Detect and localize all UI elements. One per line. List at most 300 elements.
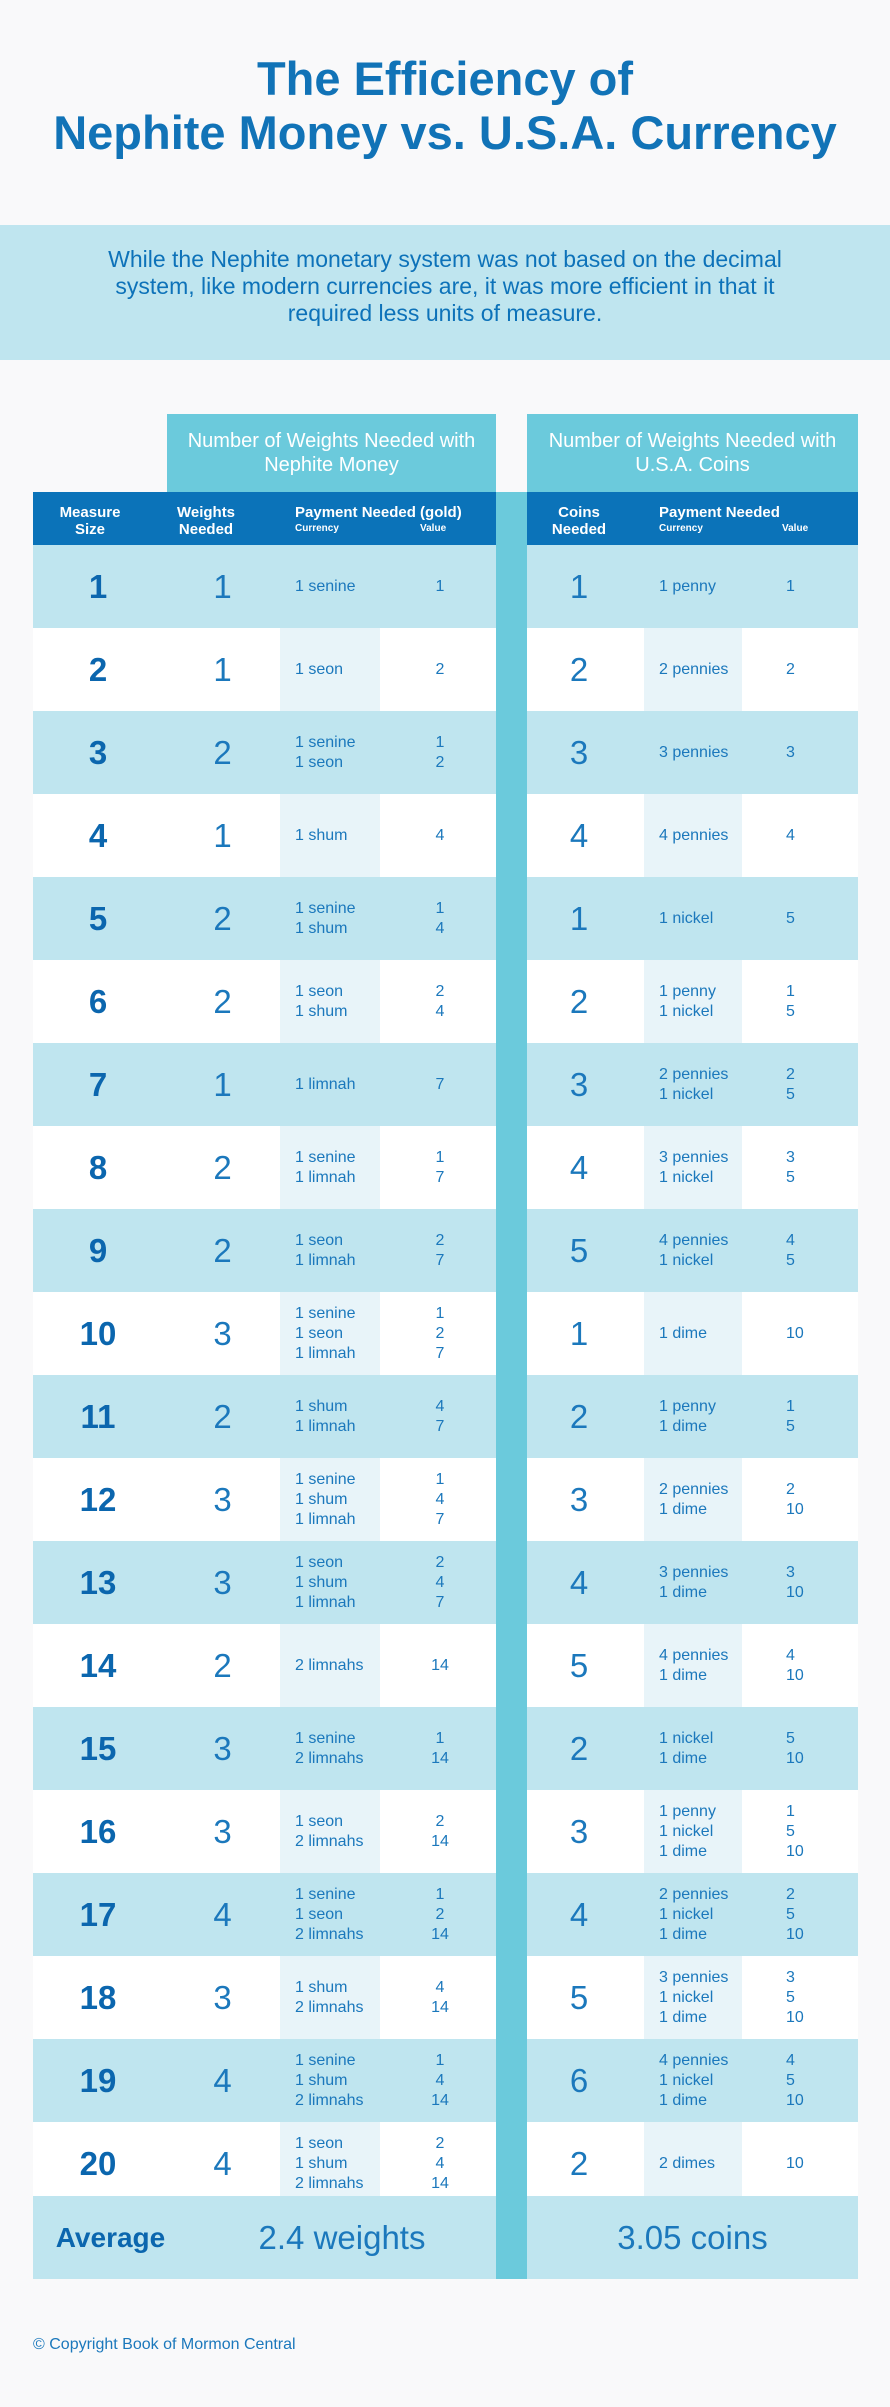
nephite-currency [295, 545, 380, 628]
nephite-value-line: 7 [435, 1251, 445, 1269]
value-subheader: Value [782, 523, 809, 534]
usa-currency [659, 2122, 744, 2205]
usa-value-line: 1 [786, 1397, 795, 1415]
usa-value-line: 2 [786, 1885, 795, 1903]
nephite-currency [295, 711, 380, 794]
nephite-currency-line: 1 shum [295, 2071, 348, 2089]
nephite-currency-line: 1 senine [295, 577, 356, 595]
usa-value [744, 1790, 844, 1873]
nephite-currency-line: 2 limnahs [295, 1925, 364, 1943]
usa-currency-line: 2 pennies [659, 660, 729, 678]
nephite-currency [295, 1209, 380, 1292]
weights-needed: 1 [213, 816, 232, 854]
usa-value-line: 10 [786, 1749, 804, 1767]
usa-value-line: 5 [786, 2071, 795, 2089]
coins-needed: 5 [569, 1231, 589, 1269]
usa-value-line: 5 [786, 1905, 795, 1923]
nephite-value-line: 4 [435, 2071, 445, 2089]
usa-value [744, 1126, 844, 1209]
usa-value [744, 1624, 844, 1707]
nephite-value-line: 14 [431, 1925, 449, 1943]
usa-value-line: 1 [786, 982, 795, 1000]
usa-value [744, 1873, 844, 1956]
usa-currency-line: 1 dime [659, 1500, 708, 1518]
usa-value-line: 10 [786, 1324, 804, 1342]
nephite-value [380, 1956, 500, 2039]
currency-subheader: Currency [659, 523, 703, 534]
usa-currency-line: 1 dime [659, 1417, 708, 1435]
usa-value [744, 1956, 844, 2039]
nephite-value-line: 1 [435, 1885, 445, 1903]
nephite-currency-line: 2 limnahs [295, 2174, 364, 2192]
nephite-currency [295, 1126, 380, 1209]
coins-needed: 1 [569, 567, 589, 605]
usa-value-line: 2 [786, 660, 795, 678]
nephite-currency-line: 1 seon [295, 1231, 344, 1249]
nephite-value [380, 1209, 500, 1292]
usa-value-line: 5 [786, 1417, 795, 1435]
nephite-group-header: Number of Weights Needed with Nephite Money [167, 414, 496, 492]
table-row [0, 1126, 890, 1209]
currency-subheader: Currency [295, 523, 339, 534]
measure-size: 11 [80, 1397, 116, 1435]
nephite-value-line: 14 [431, 2091, 449, 2109]
nephite-currency-line: 1 senine [295, 733, 356, 751]
nephite-value-line: 4 [435, 1397, 445, 1415]
measure-size: 9 [88, 1231, 108, 1269]
usa-value-line: 10 [786, 1500, 804, 1518]
usa-value-line: 5 [786, 1251, 795, 1269]
usa-currency-line: 2 pennies [659, 1065, 729, 1083]
nephite-value-line: 14 [431, 1656, 449, 1674]
usa-currency-line: 1 nickel [659, 1251, 714, 1269]
table-row [0, 1209, 890, 1292]
nephite-currency [295, 2122, 380, 2205]
nephite-currency-line: 1 limnah [295, 1075, 356, 1093]
title-line-1: The Efficiency of [256, 52, 634, 105]
nephite-value-line: 7 [435, 1593, 445, 1611]
usa-currency-line: 3 pennies [659, 1968, 729, 1986]
coins-needed: 6 [569, 2061, 589, 2099]
usa-column-header [527, 492, 858, 545]
nephite-currency-line: 2 limnahs [295, 1749, 364, 1767]
usa-currency-line: 4 pennies [659, 1231, 729, 1249]
nephite-value-line: 4 [435, 1978, 445, 1996]
nephite-value [380, 1873, 500, 1956]
weights-needed: 4 [213, 2061, 232, 2099]
weights-needed: 2 [213, 1397, 232, 1435]
usa-currency-line: 1 nickel [659, 1729, 714, 1747]
table-row [0, 1873, 890, 1956]
measure-size: 3 [88, 733, 108, 771]
nephite-value [380, 1126, 500, 1209]
usa-value-line: 1 [786, 1802, 795, 1820]
table-row [0, 1956, 890, 2039]
page-title [0, 52, 890, 160]
weights-needed: 2 [213, 1231, 232, 1269]
coins-needed: 2 [569, 650, 589, 688]
nephite-currency-line: 1 shum [295, 1490, 348, 1508]
coins-needed-header: Coins Needed [551, 504, 607, 538]
coins-needed: 4 [569, 1563, 589, 1601]
coins-needed: 4 [569, 1895, 589, 1933]
usa-currency-line: 1 penny [659, 577, 716, 595]
usa-currency [659, 1043, 744, 1126]
usa-currency [659, 1458, 744, 1541]
usa-currency-line: 1 penny [659, 982, 716, 1000]
nephite-currency-line: 2 limnahs [295, 2091, 364, 2109]
nephite-value [380, 2122, 500, 2205]
nephite-value-line: 14 [431, 1749, 449, 1767]
usa-currency [659, 1873, 744, 1956]
average-nephite: 2.4 weights [258, 2218, 426, 2256]
measure-size: 19 [79, 2061, 117, 2099]
table-row [0, 1458, 890, 1541]
coins-needed: 3 [569, 1812, 589, 1850]
coins-needed: 2 [569, 1729, 589, 1767]
usa-currency-line: 3 pennies [659, 1148, 729, 1166]
average-usa: 3.05 coins [617, 2218, 768, 2256]
usa-value [744, 1209, 844, 1292]
usa-currency-line: 1 penny [659, 1802, 716, 1820]
weights-needed: 2 [213, 1148, 232, 1186]
nephite-value-line: 2 [435, 1905, 445, 1923]
weights-needed: 3 [213, 1480, 232, 1518]
payment-gold-header: Payment Needed (gold) [295, 504, 462, 521]
nephite-currency [295, 1043, 380, 1126]
nephite-value-line: 2 [435, 660, 445, 678]
nephite-currency-line: 2 limnahs [295, 1998, 364, 2016]
nephite-value [380, 1458, 500, 1541]
nephite-value [380, 1624, 500, 1707]
coins-needed: 2 [569, 982, 589, 1020]
usa-value [744, 628, 844, 711]
usa-value-line: 5 [786, 1002, 795, 1020]
usa-value [744, 2122, 844, 2205]
weights-needed: 3 [213, 1729, 232, 1767]
usa-value-line: 3 [786, 1563, 795, 1581]
nephite-currency-line: 1 limnah [295, 1344, 356, 1362]
usa-currency-line: 1 nickel [659, 1002, 714, 1020]
usa-value-line: 5 [786, 1988, 795, 2006]
nephite-currency [295, 1707, 380, 1790]
nephite-currency-line: 1 senine [295, 1148, 356, 1166]
measure-size: 17 [79, 1895, 117, 1933]
weights-needed: 2 [213, 733, 232, 771]
nephite-value-line: 7 [435, 1168, 445, 1186]
usa-value [744, 1541, 844, 1624]
nephite-value-line: 14 [431, 1998, 449, 2016]
usa-currency-line: 1 dime [659, 2091, 708, 2109]
table-row [0, 1541, 890, 1624]
usa-value [744, 1375, 844, 1458]
nephite-value-line: 1 [435, 577, 445, 595]
nephite-value-line: 14 [431, 1832, 449, 1850]
nephite-currency-line: 1 senine [295, 1729, 356, 1747]
measure-size: 10 [79, 1314, 117, 1352]
usa-value [744, 1458, 844, 1541]
coins-needed: 3 [569, 1065, 589, 1103]
measure-size: 1 [88, 567, 108, 605]
nephite-currency-line: 1 senine [295, 1470, 356, 1488]
title-line-2: Nephite Money vs. U.S.A. Currency [53, 106, 837, 159]
nephite-value-line: 4 [435, 1002, 445, 1020]
usa-currency-line: 1 dime [659, 1324, 708, 1342]
weights-needed: 3 [213, 1563, 232, 1601]
usa-currency-line: 1 dime [659, 1583, 708, 1601]
nephite-value-line: 2 [435, 2134, 445, 2152]
nephite-currency-line: 1 shum [295, 1573, 348, 1591]
weights-needed: 1 [213, 650, 232, 688]
table-row [0, 545, 890, 628]
usa-currency-line: 1 dime [659, 2008, 708, 2026]
table-row [0, 1043, 890, 1126]
nephite-value-line: 4 [435, 1573, 445, 1591]
usa-value-line: 5 [786, 1822, 795, 1840]
usa-currency [659, 545, 744, 628]
nephite-value-line: 14 [431, 2174, 449, 2192]
nephite-currency [295, 1956, 380, 2039]
nephite-value-line: 4 [435, 919, 445, 937]
nephite-currency-line: 1 shum [295, 1002, 348, 1020]
nephite-value-line: 1 [435, 733, 445, 751]
nephite-currency-line: 1 senine [295, 1304, 356, 1322]
coins-needed: 2 [569, 2144, 589, 2182]
nephite-currency-line: 1 seon [295, 1812, 344, 1830]
nephite-value-line: 2 [435, 1553, 445, 1571]
nephite-value [380, 545, 500, 628]
usa-currency [659, 2039, 744, 2122]
weights-needed-header: Weights Needed [176, 504, 236, 538]
nephite-currency-line: 1 seon [295, 1324, 344, 1342]
usa-currency-line: 1 dime [659, 1749, 708, 1767]
usa-value-line: 10 [786, 1583, 804, 1601]
usa-currency [659, 1624, 744, 1707]
usa-value-line: 4 [786, 1231, 795, 1249]
usa-currency [659, 1292, 744, 1375]
payment-header: Payment Needed [659, 504, 780, 521]
nephite-value-line: 4 [435, 826, 445, 844]
usa-currency [659, 960, 744, 1043]
nephite-currency [295, 1873, 380, 1956]
nephite-currency [295, 1624, 380, 1707]
weights-needed: 4 [213, 2144, 232, 2182]
usa-value-line: 10 [786, 2091, 804, 2109]
usa-currency-line: 1 nickel [659, 1905, 714, 1923]
usa-currency-line: 2 dimes [659, 2154, 716, 2172]
coins-needed: 3 [569, 1480, 589, 1518]
usa-value-line: 4 [786, 826, 795, 844]
measure-size: 15 [79, 1729, 117, 1767]
nephite-currency-line: 1 seon [295, 1905, 344, 1923]
usa-value [744, 2039, 844, 2122]
nephite-currency-line: 1 senine [295, 899, 356, 917]
usa-value [744, 711, 844, 794]
nephite-value-line: 2 [435, 982, 445, 1000]
measure-size: 2 [88, 650, 108, 688]
nephite-currency-line: 2 limnahs [295, 1656, 364, 1674]
usa-value-line: 5 [786, 1085, 795, 1103]
measure-size: 13 [79, 1563, 117, 1601]
usa-currency [659, 1956, 744, 2039]
nephite-currency-line: 1 senine [295, 1885, 356, 1903]
nephite-value [380, 2039, 500, 2122]
table-row [0, 1624, 890, 1707]
nephite-value-line: 2 [435, 753, 445, 771]
usa-currency-line: 1 penny [659, 1397, 716, 1415]
nephite-value-line: 7 [435, 1075, 445, 1093]
usa-currency-line: 1 nickel [659, 1988, 714, 2006]
usa-currency-line: 1 nickel [659, 909, 714, 927]
nephite-currency-line: 1 shum [295, 919, 348, 937]
nephite-value-line: 4 [435, 1490, 445, 1508]
nephite-currency [295, 1790, 380, 1873]
nephite-currency-line: 1 senine [295, 2051, 356, 2069]
nephite-column-header [33, 492, 496, 545]
usa-currency-line: 1 nickel [659, 1168, 714, 1186]
nephite-value [380, 960, 500, 1043]
usa-currency [659, 794, 744, 877]
nephite-value [380, 877, 500, 960]
nephite-currency-line: 1 shum [295, 1397, 348, 1415]
weights-needed: 3 [213, 1314, 232, 1352]
usa-value-line: 5 [786, 909, 795, 927]
usa-value-line: 10 [786, 1842, 804, 1860]
nephite-currency [295, 2039, 380, 2122]
table-row [0, 794, 890, 877]
usa-currency-line: 1 dime [659, 1666, 708, 1684]
measure-size: 8 [88, 1148, 108, 1186]
usa-currency-line: 3 pennies [659, 743, 729, 761]
nephite-currency-line: 1 limnah [295, 1593, 356, 1611]
usa-currency [659, 1707, 744, 1790]
measure-size-header: Measure Size [59, 504, 121, 538]
usa-currency [659, 1375, 744, 1458]
nephite-currency [295, 1375, 380, 1458]
usa-currency-line: 2 pennies [659, 1480, 729, 1498]
weights-needed: 3 [213, 1812, 232, 1850]
nephite-currency [295, 628, 380, 711]
usa-value-line: 3 [786, 1968, 795, 1986]
measure-size: 12 [79, 1480, 117, 1518]
nephite-currency-line: 1 seon [295, 2134, 344, 2152]
coins-needed: 1 [569, 899, 589, 937]
coins-needed: 1 [569, 1314, 589, 1352]
nephite-value-line: 1 [435, 2051, 445, 2069]
nephite-value-line: 1 [435, 1470, 445, 1488]
nephite-value [380, 1375, 500, 1458]
usa-currency-line: 2 pennies [659, 1885, 729, 1903]
usa-currency-line: 4 pennies [659, 2051, 729, 2069]
nephite-currency [295, 960, 380, 1043]
usa-value-line: 5 [786, 1729, 795, 1747]
nephite-value [380, 1790, 500, 1873]
measure-size: 20 [79, 2144, 117, 2182]
usa-currency [659, 711, 744, 794]
table-row [0, 960, 890, 1043]
usa-currency-line: 3 pennies [659, 1563, 729, 1581]
usa-currency [659, 628, 744, 711]
measure-size: 14 [79, 1646, 117, 1684]
weights-needed: 2 [213, 1646, 232, 1684]
nephite-value-line: 2 [435, 1231, 445, 1249]
nephite-value-line: 4 [435, 2154, 445, 2172]
table-row [0, 628, 890, 711]
coins-needed: 2 [569, 1397, 589, 1435]
nephite-currency-line: 1 seon [295, 660, 344, 678]
usa-value [744, 877, 844, 960]
usa-value [744, 1043, 844, 1126]
nephite-currency-line: 1 limnah [295, 1510, 356, 1528]
usa-value-line: 3 [786, 743, 795, 761]
nephite-currency-line: 1 seon [295, 982, 344, 1000]
nephite-value-line: 1 [435, 899, 445, 917]
coins-needed: 5 [569, 1978, 589, 2016]
intro-text: While the Nephite monetary system was not based on the decimal system, like modern currencies are, it was more efficient in that it required less units of measure. [108, 246, 782, 326]
usa-currency [659, 877, 744, 960]
usa-value [744, 1292, 844, 1375]
usa-currency [659, 1790, 744, 1873]
nephite-value [380, 628, 500, 711]
measure-size: 5 [88, 899, 108, 937]
nephite-currency [295, 794, 380, 877]
nephite-currency-line: 2 limnahs [295, 1832, 364, 1850]
usa-currency-line: 1 nickel [659, 1822, 714, 1840]
nephite-currency-line: 1 seon [295, 753, 344, 771]
usa-currency-line: 1 dime [659, 1925, 708, 1943]
usa-value-line: 4 [786, 2051, 795, 2069]
coins-needed: 4 [569, 816, 589, 854]
usa-currency [659, 1541, 744, 1624]
nephite-value [380, 794, 500, 877]
table-row [0, 877, 890, 960]
nephite-currency-line: 1 shum [295, 1978, 348, 1996]
usa-currency-line: 4 pennies [659, 826, 729, 844]
table-row [0, 1790, 890, 1873]
usa-value-line: 4 [786, 1646, 795, 1664]
nephite-currency [295, 1458, 380, 1541]
nephite-currency [295, 877, 380, 960]
weights-needed: 3 [213, 1978, 232, 2016]
coins-needed: 5 [569, 1646, 589, 1684]
usa-value-line: 10 [786, 2008, 804, 2026]
usa-value [744, 960, 844, 1043]
weights-needed: 2 [213, 899, 232, 937]
measure-size: 16 [79, 1812, 117, 1850]
nephite-value-line: 7 [435, 1417, 445, 1435]
nephite-currency-line: 1 limnah [295, 1168, 356, 1186]
usa-value-line: 1 [786, 577, 795, 595]
usa-value-line: 10 [786, 1666, 804, 1684]
measure-size: 6 [88, 982, 108, 1020]
usa-value-line: 5 [786, 1168, 795, 1186]
weights-needed: 1 [213, 1065, 232, 1103]
nephite-currency-line: 1 limnah [295, 1417, 356, 1435]
coins-needed: 3 [569, 733, 589, 771]
measure-size: 4 [88, 816, 108, 854]
table-row [0, 1375, 890, 1458]
usa-currency [659, 1209, 744, 1292]
nephite-value [380, 1043, 500, 1126]
nephite-value-line: 1 [435, 1729, 445, 1747]
measure-size: 18 [79, 1978, 117, 2016]
nephite-currency-line: 1 seon [295, 1553, 344, 1571]
nephite-currency [295, 1292, 380, 1375]
table-row [0, 2122, 890, 2205]
nephite-currency-line: 1 shum [295, 826, 348, 844]
coins-needed: 4 [569, 1148, 589, 1186]
weights-needed: 1 [213, 567, 232, 605]
